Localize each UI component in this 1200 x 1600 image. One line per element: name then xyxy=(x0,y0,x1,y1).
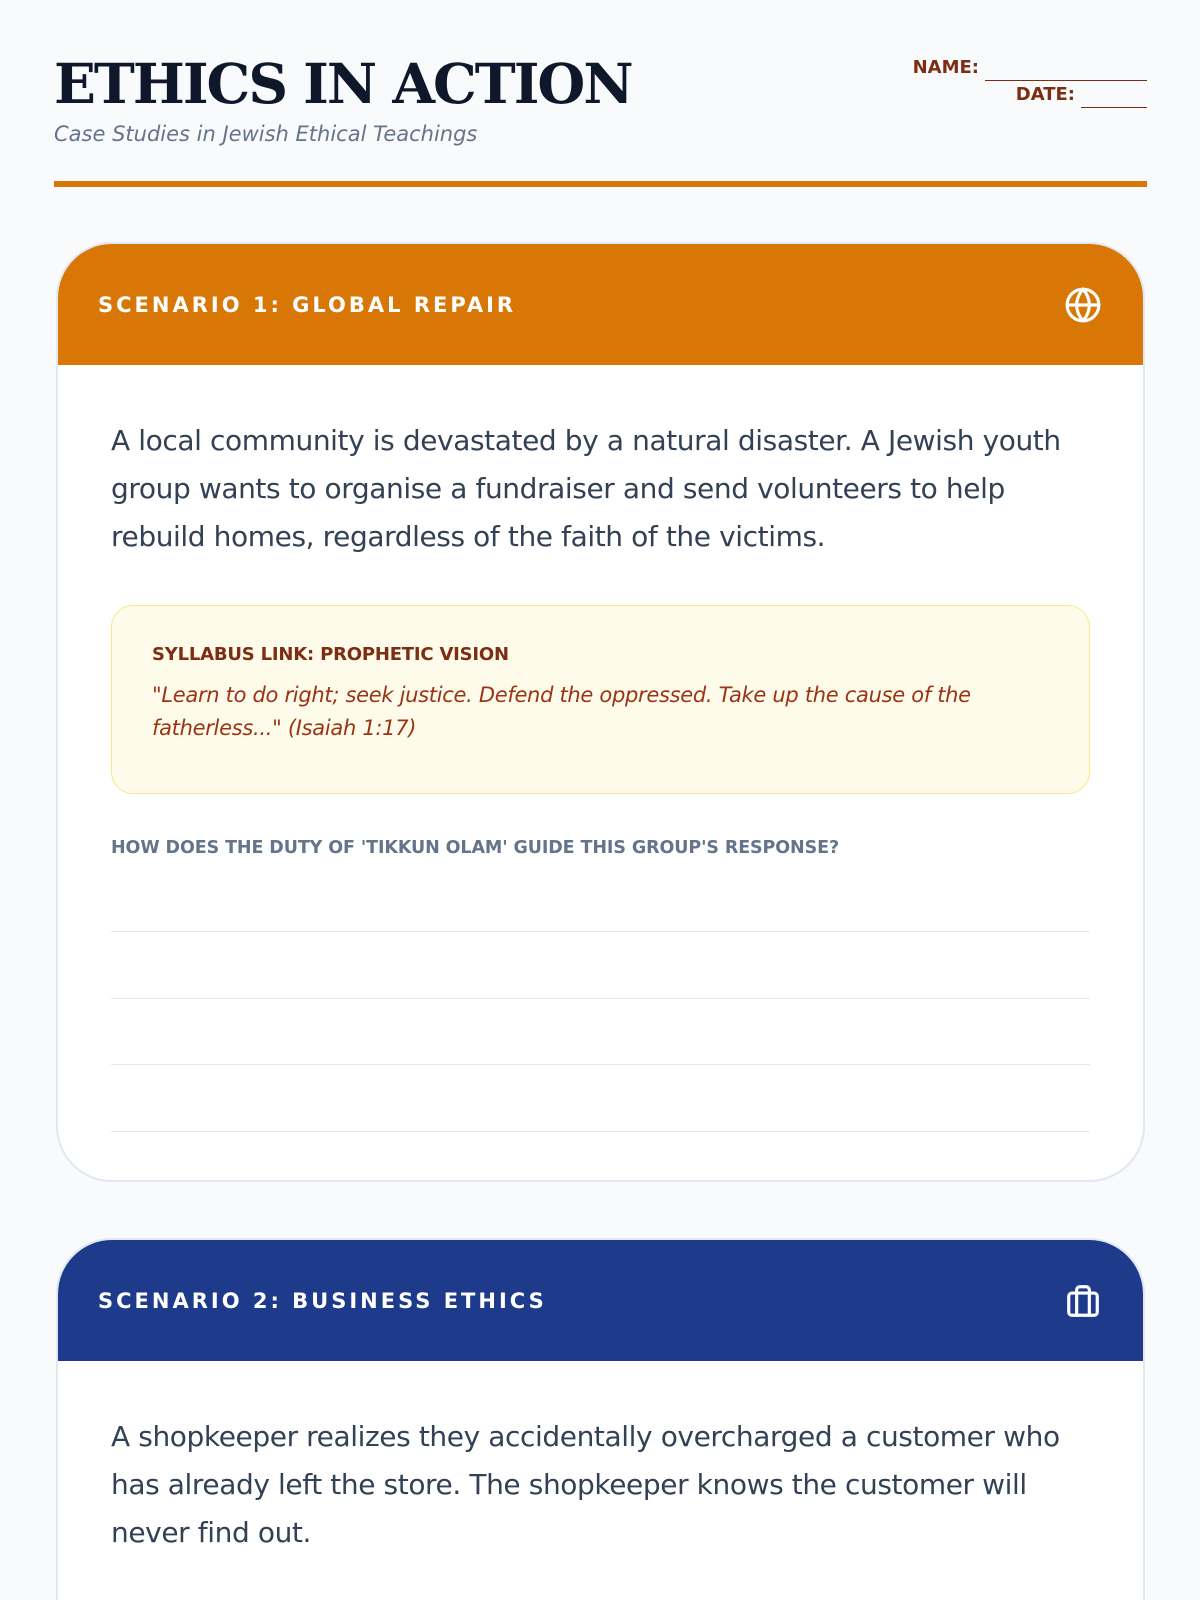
scenario-title-2: SCENARIO 2: BUSINESS ETHICS xyxy=(98,1288,547,1313)
worksheet-header xyxy=(54,50,1147,188)
answer-line[interactable] xyxy=(111,894,1090,932)
answer-line[interactable] xyxy=(111,1065,1090,1132)
name-field[interactable] xyxy=(985,63,1147,81)
page-subtitle: Case Studies in Jewish Ethical Teachings xyxy=(54,122,478,146)
date-field[interactable] xyxy=(1081,90,1147,108)
scenario-card-1 xyxy=(56,242,1145,1182)
syllabus-link-label: SYLLABUS LINK: PROPHETIC VISION xyxy=(152,644,509,665)
globe-icon xyxy=(1063,285,1103,325)
header-divider xyxy=(54,181,1147,187)
answer-line[interactable] xyxy=(111,932,1090,999)
briefcase-icon xyxy=(1063,1281,1103,1321)
answer-area-1[interactable] xyxy=(111,894,1090,1132)
page-title: ETHICS IN ACTION xyxy=(54,51,632,116)
syllabus-link-box xyxy=(111,605,1090,794)
syllabus-link-quote: "Learn to do right; seek justice. Defend the oppressed. Take up the cause of the fatherless..." (Isaiah 1:17) xyxy=(152,683,971,740)
scenario-card-2 xyxy=(56,1238,1145,1600)
scenario-title-1: SCENARIO 1: GLOBAL REPAIR xyxy=(98,292,517,317)
scenario-header-2 xyxy=(58,1240,1143,1361)
scenario-header-1 xyxy=(58,244,1143,365)
name-label: NAME: xyxy=(912,57,979,78)
scenario-text-1: A local community is devastated by a natural disaster. A Jewish youth group wants to organise a fundraiser and send volunteers to help rebuild homes, regardless of the faith of the victims. xyxy=(111,424,1061,553)
answer-line[interactable] xyxy=(111,999,1090,1066)
question-prompt-1: HOW DOES THE DUTY OF 'TIKKUN OLAM' GUIDE THIS GROUP'S RESPONSE? xyxy=(111,838,840,858)
date-label: DATE: xyxy=(1015,84,1075,105)
name-date-box xyxy=(913,54,1147,108)
scenario-text-2: A shopkeeper realizes they accidentally overcharged a customer who has already left the store. The shopkeeper knows the customer will never find out. xyxy=(111,1420,1060,1549)
